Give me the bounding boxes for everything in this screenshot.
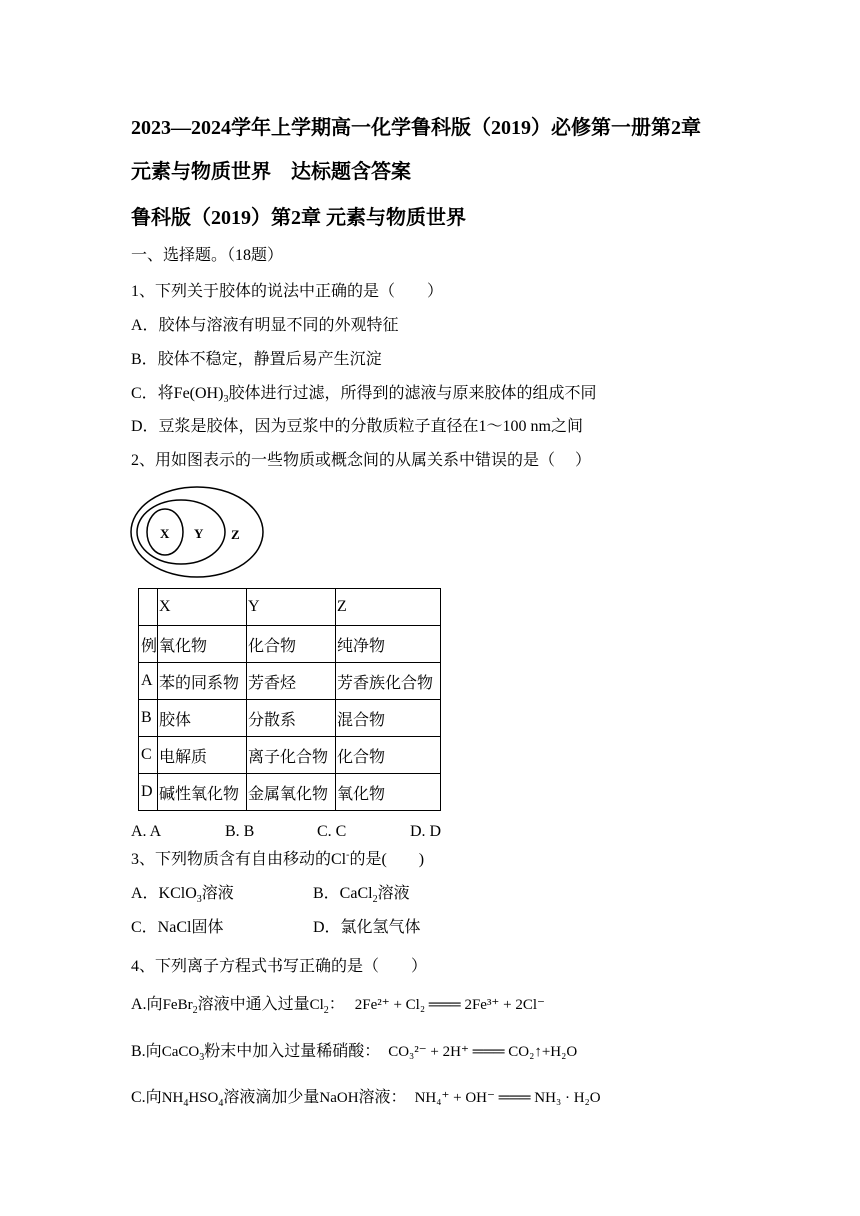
table-cell: 混合物 — [336, 700, 441, 737]
table-cell: B — [139, 700, 158, 737]
table-cell: 化合物 — [336, 737, 441, 774]
q3-stem-head: 3、下列物质含有自由移动的Cl — [131, 851, 347, 868]
q3-option-b-head: B．CaCl — [313, 885, 373, 902]
q3-option-a-head: A．KClO — [131, 885, 197, 902]
q4-c-equation: NH₄⁺ + OH⁻ ═══ NH₃ · H₂O — [414, 1090, 601, 1106]
q4-b-head: B.向 — [131, 1043, 162, 1060]
q2-answer-c: C. C — [317, 823, 347, 840]
section-heading: 一、选择题。（18题） — [131, 247, 284, 264]
q4-c-mid: 溶液滴加少量 — [223, 1089, 320, 1106]
q4-c-reagent-sub2: 4 — [218, 1098, 224, 1110]
doc-title-line1: 2023—2024学年上学期高一化学鲁科版（2019）必修第一册第2章 — [131, 117, 701, 139]
table-cell — [139, 589, 158, 626]
table-cell: 金属氧化物 — [247, 774, 336, 811]
table-cell: 电解质 — [158, 737, 247, 774]
q3-stem — [131, 850, 424, 870]
q4-c-reagent-mid: HSO — [188, 1090, 219, 1106]
table-cell: 氧化物 — [336, 774, 441, 811]
table-row — [139, 700, 441, 737]
q4-stem: 4、下列离子方程式书写正确的是（ ） — [131, 958, 428, 975]
q1-option-b: B．胶体不稳定，静置后易产生沉淀 — [131, 351, 382, 368]
table-cell: D — [139, 774, 158, 811]
q2-stem: 2、用如图表示的一些物质或概念间的从属关系中错误的是（ ） — [131, 452, 592, 469]
q4-a-colon: ： — [328, 996, 345, 1013]
table-cell: 分散系 — [247, 700, 336, 737]
q2-answer-b: B. B — [225, 823, 255, 840]
q3-option-a — [131, 884, 234, 904]
q4-option-a — [131, 995, 545, 1015]
q1-stem: 1、下列关于胶体的说法中正确的是（ ） — [131, 283, 444, 300]
q3-option-c: C．NaCl固体 — [131, 919, 224, 936]
table-row — [139, 626, 441, 663]
q2-answer-d: D. D — [410, 823, 442, 840]
q4-option-b — [131, 1042, 577, 1062]
q1-option-a: A．胶体与溶液有明显不同的外观特征 — [131, 317, 399, 334]
q3-option-d: D．氯化氢气体 — [313, 919, 421, 936]
table-cell: A — [139, 663, 158, 700]
q1-option-c-tail: 胶体进行过滤，所得到的滤液与原来胶体的组成不同 — [228, 385, 597, 402]
q3-stem-tail: 的是( ) — [349, 851, 425, 868]
q3-option-a-sub: 3 — [196, 894, 202, 906]
doc-title-line2: 元素与物质世界 达标题含答案 — [131, 161, 411, 183]
q4-a-head: A.向 — [131, 996, 163, 1013]
table-cell: 胶体 — [158, 700, 247, 737]
venn-label-z: Z — [231, 527, 240, 542]
q4-c-reagent-sub1: 4 — [183, 1098, 189, 1110]
venn-middle-ellipse — [137, 500, 225, 564]
q1-option-c-sub: 3 — [223, 394, 229, 406]
q4-a-mid: 溶液中通入过量 — [197, 996, 310, 1013]
table-cell: X — [158, 589, 247, 626]
table-header-row — [139, 589, 441, 626]
q1-option-c-head: C．将Fe(OH) — [131, 385, 224, 402]
q4-c-reagent: NH — [161, 1090, 184, 1106]
table-cell: 碱性氧化物 — [158, 774, 247, 811]
q4-a-equation: 2Fe²⁺ + Cl₂ ═══ 2Fe³⁺ + 2Cl⁻ — [354, 997, 545, 1013]
table-cell: 例 — [139, 626, 158, 663]
q4-b-equation: CO₃²⁻ + 2H⁺ ═══ CO₂↑+H₂O — [388, 1044, 578, 1060]
q1-option-d: D．豆浆是胶体，因为豆浆中的分散质粒子直径在1～100 nm之间 — [131, 418, 584, 435]
venn-label-y: Y — [194, 526, 204, 541]
q4-a-cl: Cl — [309, 997, 324, 1013]
q3-option-b — [313, 884, 410, 904]
q4-c-mid2: 溶液： — [358, 1089, 407, 1106]
q4-a-reagent-sub: 2 — [192, 1005, 198, 1017]
table-cell: 氧化物 — [158, 626, 247, 663]
table-row — [139, 737, 441, 774]
q4-c-head: C.向 — [131, 1089, 162, 1106]
q3-option-a-tail: 溶液 — [201, 885, 234, 902]
q1-option-c — [131, 384, 596, 404]
q4-option-c — [131, 1088, 601, 1108]
table-row — [139, 663, 441, 700]
table-cell: Y — [247, 589, 336, 626]
doc-subtitle: 鲁科版（2019）第2章 元素与物质世界 — [131, 207, 466, 229]
table-cell: Z — [336, 589, 441, 626]
table-cell: 芳香烃 — [247, 663, 336, 700]
q4-c-naoh: NaOH — [319, 1090, 359, 1106]
table-cell: 离子化合物 — [247, 737, 336, 774]
q3-option-b-tail: 溶液 — [377, 885, 410, 902]
table-cell: 苯的同系物 — [158, 663, 247, 700]
venn-label-x: X — [160, 526, 170, 541]
table-cell: 纯净物 — [336, 626, 441, 663]
table-row — [139, 774, 441, 811]
q4-b-reagent-sub: 3 — [199, 1052, 205, 1064]
q3-stem-sup: - — [346, 849, 350, 861]
q4-b-mid: 粉末中加入过量稀硝酸： — [204, 1043, 381, 1060]
q2-answer-a: A. A — [131, 823, 162, 840]
q4-a-cl-sub: 2 — [323, 1005, 329, 1017]
q3-option-b-sub: 2 — [372, 894, 378, 906]
table-cell: C — [139, 737, 158, 774]
venn-diagram — [129, 484, 269, 580]
q4-b-reagent: CaCO — [161, 1044, 200, 1060]
q4-a-reagent: FeBr — [162, 997, 193, 1013]
table-cell: 芳香族化合物 — [336, 663, 441, 700]
q2-table — [138, 588, 441, 811]
table-cell: 化合物 — [247, 626, 336, 663]
